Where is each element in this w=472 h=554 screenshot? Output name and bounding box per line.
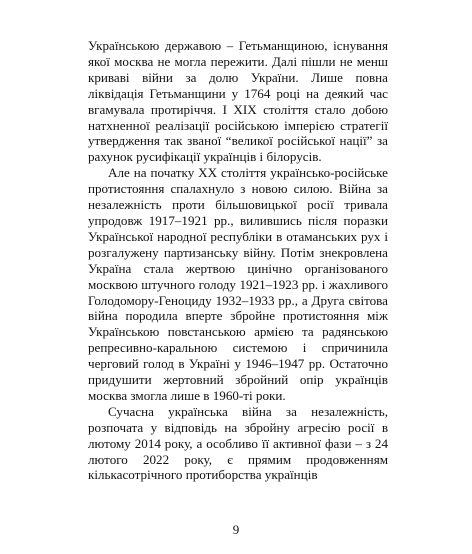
- paragraph-1: Українською державою – Гетьманщиною, існування якої москва не могла пережити. Далі пішли не менш криваві війни за долю України. Лише повна ліквідація Гетьманщини у 1764 році на деякий час вгамувала протиріччя. І XIX століття стало добою натхненної реалізації російською імперією стратегії утвердження так званої “великої російської нації” за рахунок русифікації українців і білорусів.: [88, 38, 388, 165]
- paragraph-2: Але на початку XX століття українсько-російське протистояння спалахнуло з новою силою. Війна за незалежність проти більшовицької росії тривала упродовж 1917–1921 рр., вилившись після поразки Української народної республіки в отаманських рух і розгалужену партизанську війну. Потім знекровлена Україна стала жертвою цинічно організованого москвою штучного голоду 1921–1923 рр. і жахливого Голодомору-Геноциду 1932–1933 рр., а Друга світова війна породила вперте збройне протистояння між Українською повстанською армією та радянською репресивно-каральною системою і спричинила черговий голод в Україні у 1946–1947 рр. Остаточно придушити жертовний збройний опір українців москва змогла лише в 1960-ті роки.: [88, 165, 388, 403]
- body-text: [88, 38, 388, 483]
- page-number: 9: [232, 522, 240, 537]
- paragraph-3: Сучасна українська війна за незалежність, розпочата у відповідь на збройну агресію росії в лютому 2014 року, а особливо її активної фази – з 24 лютого 2022 року, є прямим продовженням кількасотрічного протиборства українців: [88, 403, 388, 483]
